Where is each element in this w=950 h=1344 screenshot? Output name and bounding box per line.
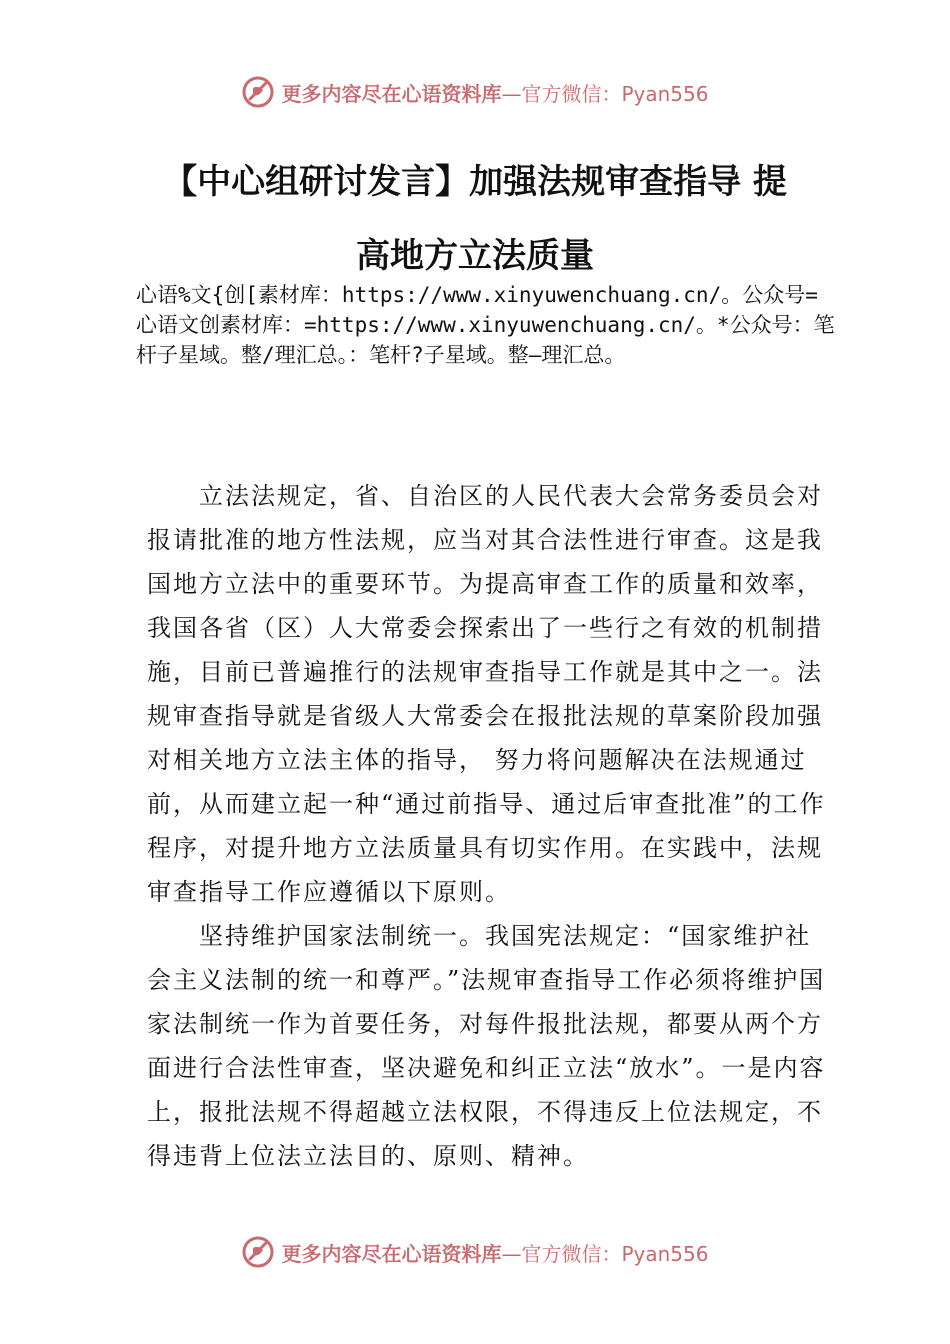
watermark-text: 心语%文{创[素材库：https://www.xinyuwenchuang.cn/。公众号=心语文创素材库：=https://www.xinyuwenchuang.cn/。*公众号：笔杆子星域。整/理汇总。：笔杆?子星域。整—理汇总。 — [136, 283, 835, 367]
brand-logo-icon — [241, 75, 275, 109]
banner-contact: 官方微信：Pyan556 — [521, 1241, 709, 1266]
banner-separator: — — [501, 1241, 522, 1266]
page-title-line-2: 高地方立法质量 — [356, 236, 594, 276]
banner-brand: 更多内容尽在心语资料库 — [281, 1241, 502, 1266]
header-banner — [0, 72, 950, 112]
banner-separator: — — [501, 81, 522, 106]
banner-brand: 更多内容尽在心语资料库 — [281, 81, 502, 106]
page-title-line-1: 【中心组研讨发言】加强法规审查指导 提 — [163, 162, 787, 202]
paragraph: 立法法规定，省、自治区的人民代表大会常务委员会对报请批准的地方性法规，应当对其合法性进行审查。这是我国地方立法中的重要环节。为提高审查工作的质量和效率，我国各省（区）人大常委会探索出了一些行之有效的机制措施，目前已普遍推行的法规审查指导工作就是其中之一。法规审查指导就是省级人大常委会在报批法规的草案阶段加强对相关地方立法主体的指导， 努力将问题解决在法规通过前，从而建立起一种“通过前指导、通过后审查批准”的工作程序，对提升地方立法质量具有切实作用。在实践中，法规审查指导工作应遵循以下原则。 — [147, 482, 826, 906]
footer-banner — [0, 1232, 950, 1272]
brand-logo-icon — [241, 1235, 275, 1269]
banner-contact: 官方微信：Pyan556 — [521, 81, 709, 106]
body-text — [147, 474, 827, 1178]
paragraph: 坚持维护国家法制统一。我国宪法规定：“国家维护社会主义法制的统一和尊严。”法规审查指导工作必须将维护国家法制统一作为首要任务，对每件报批法规，都要从两个方面进行合法性审查，坚决避免和纠正立法“放水”。一是内容上，报批法规不得超越立法权限，不得违反上位法规定，不得违背上位法立法目的、原则、精神。 — [147, 922, 826, 1170]
